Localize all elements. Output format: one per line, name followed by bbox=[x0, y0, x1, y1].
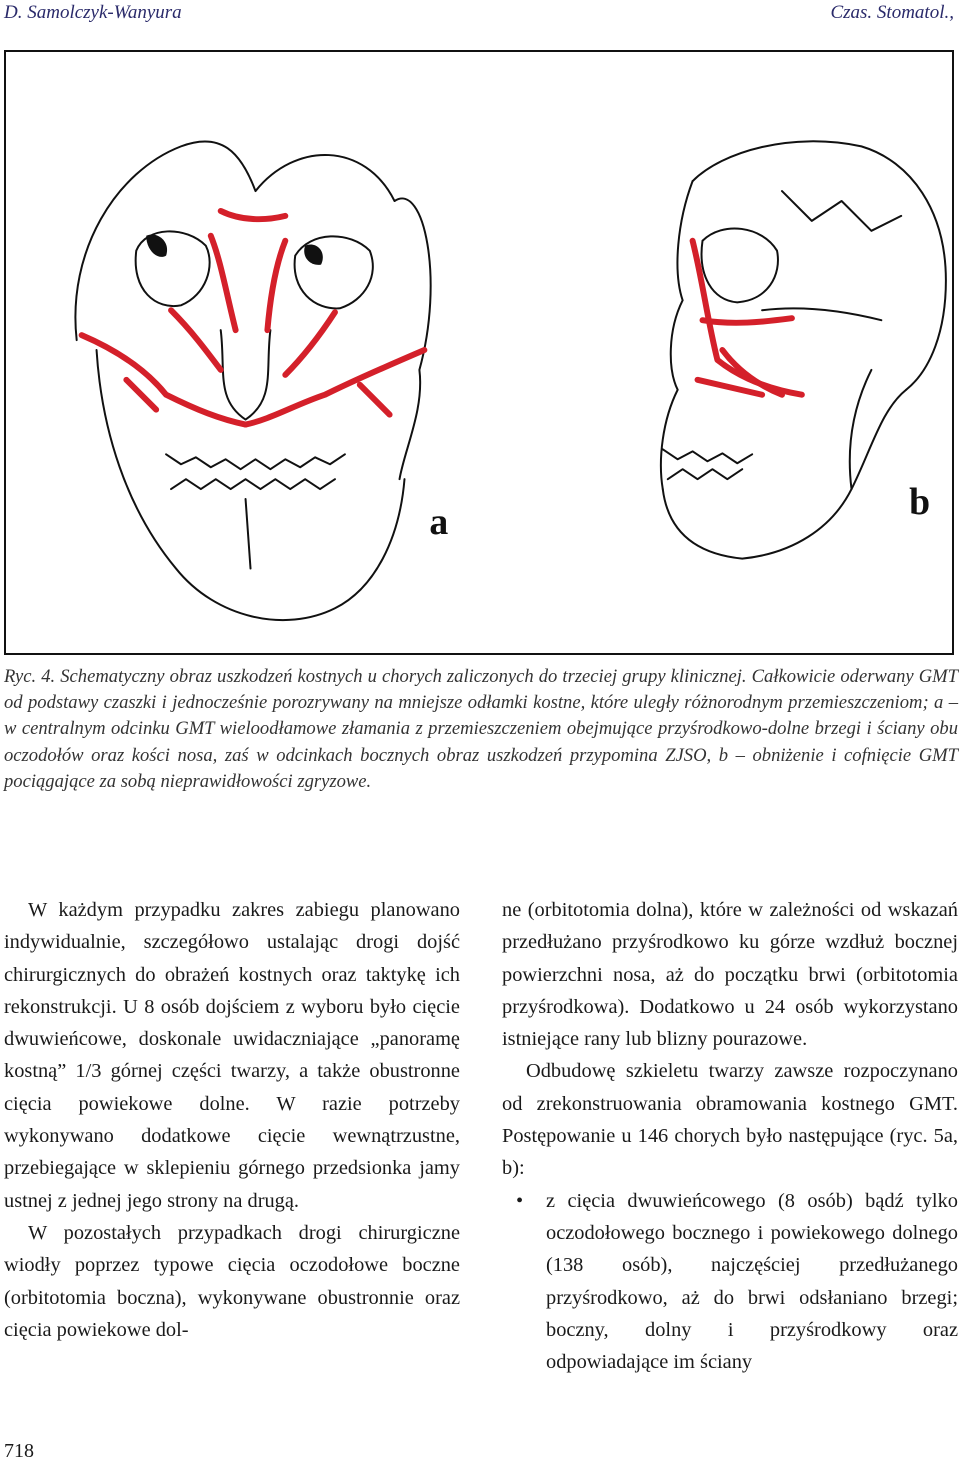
body-paragraph-2: W pozostałych przypadkach drogi chirurgiczne wiodły poprzez typowe cięcia oczodołowe boczne (orbitotomia boczna), wykonywane obustronnie oraz cięcia powiekowe dol- bbox=[4, 1221, 460, 1341]
panel-b-upper-teeth bbox=[663, 449, 752, 463]
panel-b-orbit bbox=[702, 228, 778, 302]
running-head-author: D. Samolczyk-Wanyura bbox=[4, 2, 182, 23]
panel-a-mandible-outline bbox=[97, 350, 405, 620]
procedure-bullet-list bbox=[502, 1185, 958, 1379]
panel-b-mandible bbox=[663, 390, 906, 559]
page-number: 718 bbox=[4, 1440, 34, 1462]
body-paragraph-2-continuation: ne (orbitotomia dolna), które w zależności od wskazań przedłużano przyśrodkowo ku górze wzdłuż bocznej powierzchni nosa, aż do początku brwi (orbitotomia przyśrodkowa). Dodatkowo u 24 osób wykorzystano istniejące rany lub blizny pourazowe. bbox=[502, 899, 958, 1051]
panel-a-left-orbit bbox=[136, 231, 210, 306]
bullet-marker: • bbox=[516, 1189, 524, 1212]
body-column-left bbox=[4, 894, 460, 1346]
panel-a-upper-teeth bbox=[166, 454, 345, 469]
panel-b-cranium-outline bbox=[693, 141, 946, 389]
body-column-right bbox=[502, 894, 958, 1378]
panel-b-face-profile bbox=[661, 181, 693, 489]
panel-b-lower-teeth bbox=[668, 469, 743, 479]
list-item bbox=[502, 1185, 958, 1379]
body-paragraph-3: Odbudowę szkieletu twarzy zawsze rozpoczynano od zrekonstruowania obramowania kostnego GMT. Postępowanie u 146 chorych było następujące (ryc. 5a, b): bbox=[502, 1060, 958, 1180]
panel-a-lower-teeth bbox=[171, 479, 335, 489]
panel-a-label: a bbox=[429, 500, 449, 543]
running-head-journal: Czas. Stomatol., bbox=[830, 2, 954, 23]
panel-a-chin-line bbox=[246, 499, 251, 569]
body-paragraph-1: W każdym przypadku zakres zabiegu planowano indywidualnie, szczegółowo ustalając drogi dojść chirurgicznych do obrażeń kostnych oraz taktykę ich rekonstrukcji. U 8 osób dojściem z wyboru było cięcie dwuwieńcowe, doskonale uwidaczniające „panoramę kostną” 1/3 górnej części twarzy, a także obustronne cięcia powiekowe dolne. W razie potrzeby wykonywano dodatkowe cięcie wewnątrzustne, przebiegające w sklepieniu górnego przedsionka jamy ustnej z jednej jego strony na drugą. bbox=[4, 899, 460, 1212]
panel-a-cranium-outline bbox=[75, 141, 430, 479]
figure-4 bbox=[4, 50, 954, 655]
panel-b-fracture-lines bbox=[693, 241, 802, 395]
panel-b-lateral-skull bbox=[661, 141, 946, 558]
panel-a-black-fragments bbox=[146, 234, 323, 264]
panel-a-fracture-lines bbox=[82, 211, 425, 425]
panel-b-label: b bbox=[909, 480, 931, 523]
figure-caption: Ryc. 4. Schematyczny obraz uszkodzeń kostnych u chorych zaliczonych do trzeciej grupy klinicznej. Całkowicie oderwany GMT od podstawy czaszki i jednocześnie porozrywany na mniejsze odłamki kostne, które uległy różnorodnym przemieszczeniom; a – w centralnym odcinku GMT wieloodłamowe złamania z przemieszczeniem obejmujące przyśrodkowo-dolne brzegi i ściany obu oczodołów oraz kości nosa, zaś w odcinkach bocznych obraz uszkodzeń przypomina ZJSO, b – obniżenie i cofnięcie GMT pociągające za sobą nieprawidłowości zgryzowe. bbox=[4, 666, 958, 792]
skull-fracture-illustration bbox=[6, 52, 952, 653]
list-item-text: z cięcia dwuwieńcowego (8 osób) bądź tylko oczodołowego bocznego i powiekowego dolnego (138 osób), najczęściej przedłużanego przyśrodkowo, aż do brwi odsłaniano brzegi; boczny, dolny i przyśrodkowy oraz odpowiadające im ściany bbox=[546, 1189, 958, 1374]
panel-b-cranial-sutures bbox=[782, 191, 901, 231]
panel-a-nasal-cavity bbox=[221, 330, 271, 419]
running-head bbox=[4, 0, 954, 26]
